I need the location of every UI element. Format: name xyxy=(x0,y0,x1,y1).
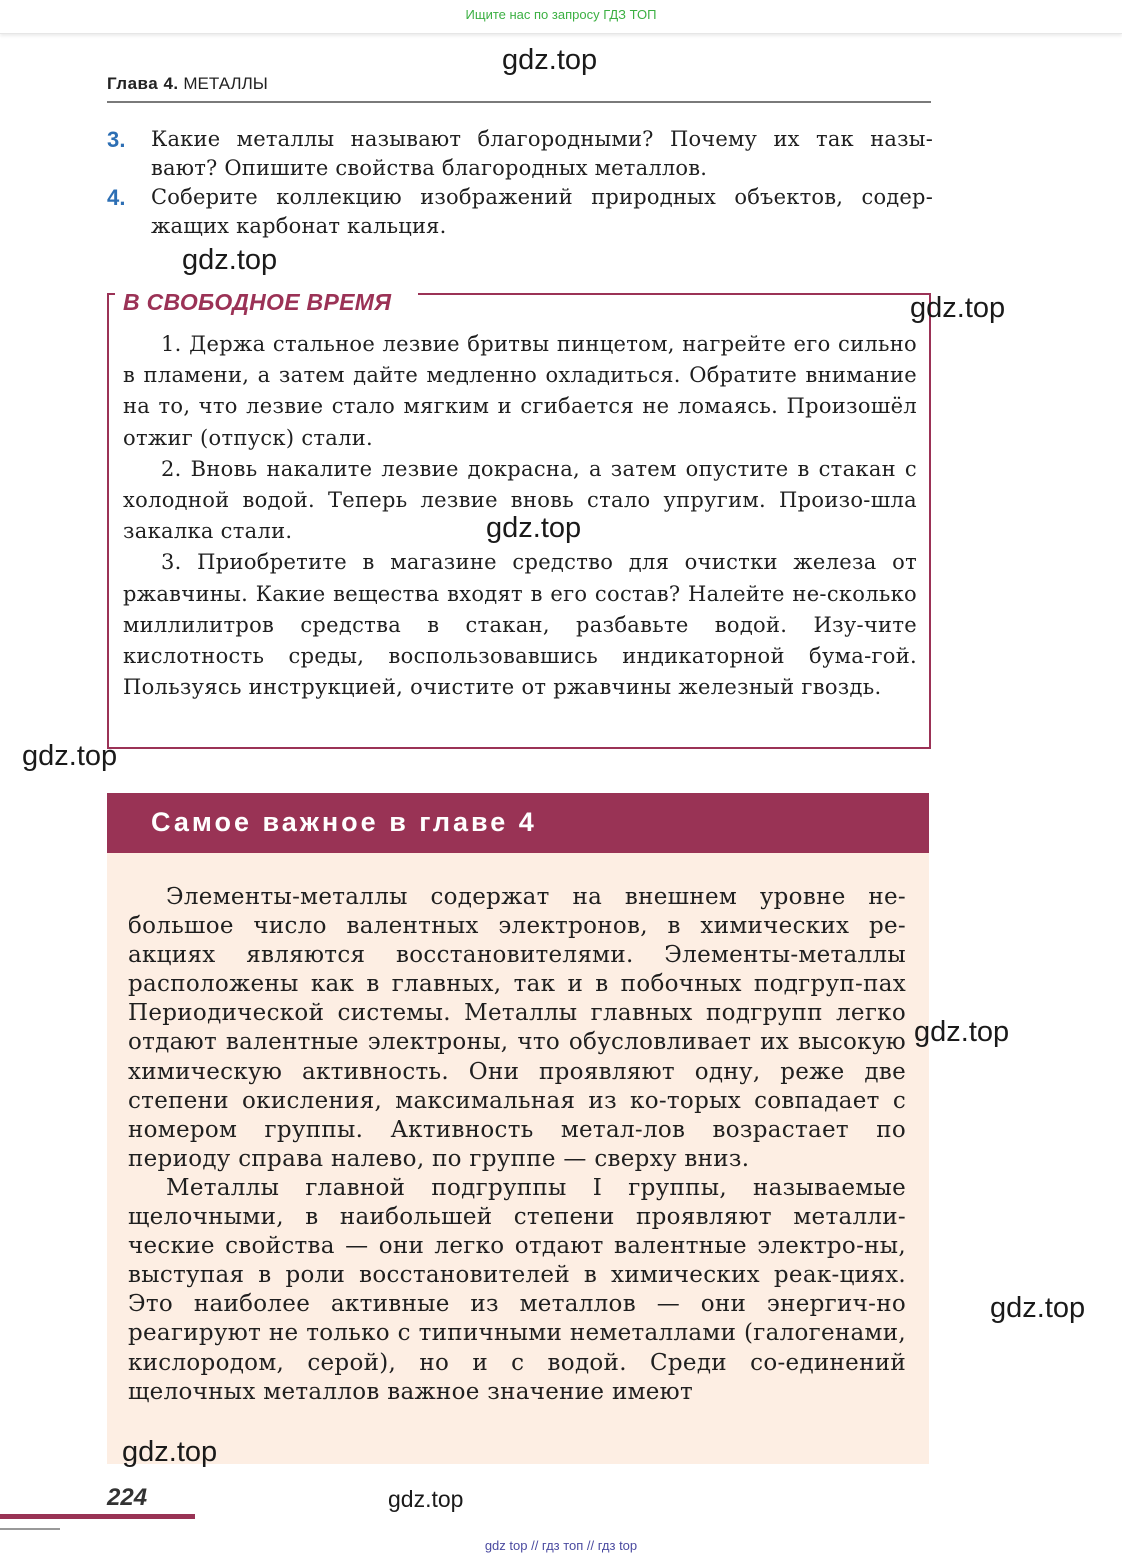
box-top-border-left xyxy=(107,293,115,295)
top-banner-text: Ищите нас по запросу ГДЗ ТОП xyxy=(465,7,657,22)
watermark: gdz.top xyxy=(914,1016,1010,1048)
watermark: gdz.top xyxy=(122,1436,218,1468)
chapter-title: МЕТАЛЛЫ xyxy=(183,74,268,93)
page-edge-rule xyxy=(0,1528,60,1530)
summary-paragraph: Металлы главной подгруппы I группы, называемые щелочными, в наибольшей степени проявляют металли-ческие свойства — они легко отдают валентные электро-ны, выступая в роли восстановителей в химических реак-циях. Это наиболее активные из металлов — они энергич-но реагируют не только с типичными неметаллами (галогенами, кислородом, серой), но и с водой. Среди со-единений щелочных металлов важное значение имеют xyxy=(128,1174,906,1405)
summary-paragraph: Элементы-металлы содержат на внешнем уровне не-большое число валентных электронов, в химических ре-акциях являются восстановителями. Элементы-металлы расположены как в главных, так и в побочных подгруп-пах Периодической системы. Металлы главных подгрупп легко отдают валентные электроны, что обусловливает их высокую химическую активность. Они проявляют одну, реже две степени окисления, максимальная из ко-торых совпадает с номером группы. Активность метал-лов возрастает по периоду справа налево, по группе — сверху вниз. xyxy=(128,884,906,1172)
free-time-title: В СВОБОДНОЕ ВРЕМЯ xyxy=(123,289,392,315)
free-time-paragraph: 2. Вновь накалите лезвие докрасна, а затем опустите в стакан с холодной водой. Теперь лезвие вновь стало упругим. Произо-шла закалка стали. xyxy=(123,456,917,544)
watermark: gdz.top xyxy=(486,512,582,544)
question-3 xyxy=(107,125,933,183)
watermark: gdz.top xyxy=(182,244,278,276)
page-number-rule xyxy=(0,1514,195,1519)
watermark: gdz.top xyxy=(388,1486,464,1512)
free-time-paragraph: 1. Держа стальное лезвие бритвы пинцетом, нагрейте его сильно в пламени, а затем дайте медленно охладиться. Обратите внимание на то, что лезвие стало мягким и сгибается не ломаясь. Произошёл отжиг (отпуск) стали. xyxy=(123,332,917,450)
question-number: 4. xyxy=(107,185,126,210)
question-text: Какие металлы называют благородными? Почему их так назы-вают? Опишите свойства благородных металлов. xyxy=(151,127,933,180)
chapter-label: Глава 4. xyxy=(107,74,179,93)
summary-body xyxy=(128,883,906,1407)
chapter-header xyxy=(107,74,268,94)
top-banner xyxy=(0,0,1122,34)
free-time-paragraph: 3. Приобретите в магазине средство для очистки железа от ржавчины. Какие вещества входят в его состав? Налейте не-сколько миллилитров средства в стакан, разбавьте водой. Изу-чите кислотность среды, воспользовавшись индикаторной бума-гой. Пользуясь инструкцией, очистите от ржавчины железный гвоздь. xyxy=(123,550,917,700)
question-number: 3. xyxy=(107,127,126,152)
watermark: gdz.top xyxy=(22,740,118,772)
summary-box xyxy=(107,853,929,1464)
question-text: Соберите коллекцию изображений природных объектов, содер-жащих карбонат кальция. xyxy=(151,185,933,238)
box-top-border-right xyxy=(418,293,931,295)
watermark: gdz.top xyxy=(990,1292,1086,1324)
watermark: gdz.top xyxy=(910,292,1006,324)
footer-links[interactable]: gdz top // гдз топ // гдз top xyxy=(484,1538,638,1553)
page-number: 224 xyxy=(107,1484,148,1511)
question-4 xyxy=(107,183,933,241)
summary-title: Самое важное в главе 4 xyxy=(151,807,537,837)
summary-header xyxy=(107,793,929,853)
watermark: gdz.top xyxy=(502,44,598,76)
chapter-divider xyxy=(107,101,931,103)
